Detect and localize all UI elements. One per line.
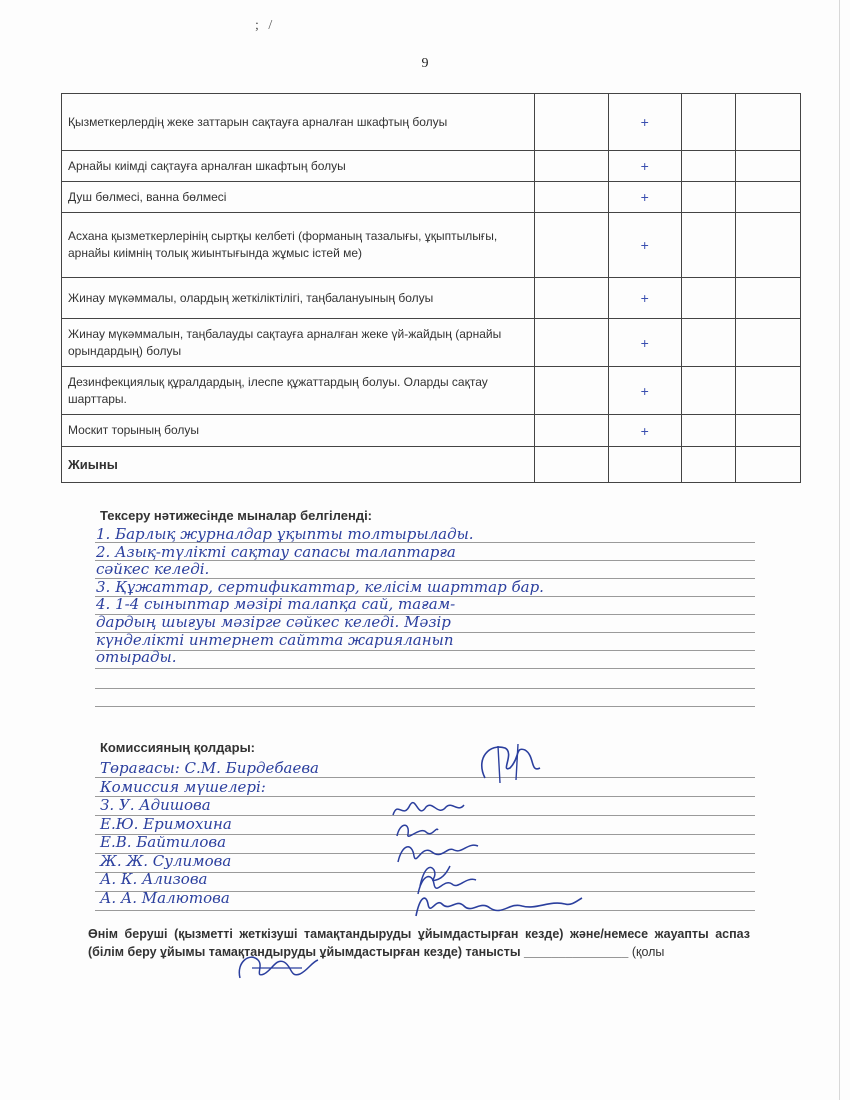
member-line: А. А. Малютова: [100, 888, 230, 907]
empty-cell: [736, 94, 801, 151]
plus-mark: +: [608, 182, 681, 213]
criterion-cell: Арнайы киімді сақтауға арналған шкафтың болуы: [62, 151, 535, 182]
member-signature: [410, 890, 585, 922]
table-row: [62, 213, 801, 278]
empty-cell: [681, 151, 735, 182]
total-row: [62, 447, 801, 483]
plus-mark: +: [608, 94, 681, 151]
empty-cell: [535, 213, 608, 278]
empty-cell: [535, 182, 608, 213]
finding-line: күнделікті интернет сайтта жарияланып: [96, 630, 454, 649]
empty-cell: [736, 278, 801, 319]
member-line: А. К. Ализова: [100, 870, 208, 888]
finding-line: сәйкес келеді.: [96, 560, 210, 579]
empty-cell: [535, 151, 608, 182]
plus-mark: +: [608, 367, 681, 415]
scan-edge: [839, 0, 840, 1100]
empty-cell: [535, 415, 608, 447]
empty-cell: [681, 319, 735, 367]
finding-line: 3. Құжаттар, сертификаттар, келісім шарттар бар.: [96, 577, 544, 596]
member-line: Комиссия мүшелері:: [100, 777, 266, 796]
member-line: Е.В. Байтилова: [100, 833, 227, 851]
member-line: Ж. Ж. Сулимова: [100, 851, 232, 870]
table-row: [62, 151, 801, 182]
commission-title: Комиссияның қолдары:: [100, 740, 256, 755]
empty-cell: [736, 213, 801, 278]
empty-cell: [681, 94, 735, 151]
criterion-cell: Жинау мүкәммалы, олардың жеткіліктілігі, таңбалануының болуы: [62, 278, 535, 319]
empty-cell: [736, 447, 801, 483]
scan-mark: ; /: [255, 18, 276, 33]
page-number: 9: [421, 56, 429, 71]
table-row: [62, 278, 801, 319]
empty-cell: [681, 278, 735, 319]
finding-line: дардың шығуы мәзірге сәйкес келеді. Мәзір: [96, 612, 451, 631]
member-line: З. У. Адишова: [100, 796, 211, 814]
table-row: [62, 415, 801, 447]
criterion-cell: Қызметкерлердің жеке заттарын сақтауға арналған шкафтың болуы: [62, 94, 535, 151]
plus-mark: +: [608, 415, 681, 447]
finding-line: 2. Азық-түлікті сақтау сапасы талаптарға: [96, 542, 456, 561]
empty-cell: [681, 447, 735, 483]
plus-mark: +: [608, 151, 681, 182]
table-row: [62, 94, 801, 151]
cook-signature: [232, 948, 322, 988]
findings-handwriting: [96, 526, 544, 667]
footer-text: Өнім беруші (қызметті жеткізуші тамақтандыруды ұйымдастырған кезде) және/немесе жауапты аспаз (білім беру ұйымы тамақтандыруды ұйымдастырған кезде) танысты: [88, 927, 750, 959]
finding-line: 4. 1-4 сыныптар мәзірі талапқа сай, тағам-: [96, 595, 456, 614]
findings-title: Тексеру нәтижесінде мыналар белгіленді:: [100, 508, 373, 523]
finding-line: 1. Барлық журналдар ұқыпты толтырылады.: [96, 525, 474, 543]
commission-members: [100, 759, 319, 907]
empty-cell: [535, 94, 608, 151]
empty-cell: [736, 151, 801, 182]
empty-cell: [681, 367, 735, 415]
empty-cell: [736, 415, 801, 447]
empty-cell: [736, 367, 801, 415]
empty-cell: [535, 367, 608, 415]
empty-cell: [535, 447, 608, 483]
criterion-cell: Душ бөлмесі, ванна бөлмесі: [62, 182, 535, 213]
footer-acknowledgement: [88, 925, 750, 961]
signature-blank: _______________: [524, 945, 629, 959]
table-row: [62, 367, 801, 415]
empty-cell: [535, 319, 608, 367]
criterion-cell: Дезинфекциялық құралдардың, ілеспе құжаттардың болуы. Оларды сақтау шарттары.: [62, 367, 535, 415]
criterion-cell: Москит торының болуы: [62, 415, 535, 447]
member-line: Е.Ю. Еримохина: [100, 814, 232, 833]
empty-cell: [681, 182, 735, 213]
table-row: [62, 319, 801, 367]
empty-cell: [736, 319, 801, 367]
criterion-cell: Асхана қызметкерлерінің сыртқы келбеті (форманың тазалығы, ұқыптылығы, арнайы киімнің толық жиынтығында жұмыс істей ме): [62, 213, 535, 278]
plus-mark: +: [608, 213, 681, 278]
empty-cell: [681, 415, 735, 447]
empty-cell: [736, 182, 801, 213]
empty-cell: [535, 278, 608, 319]
table-row: [62, 182, 801, 213]
empty-cell: [608, 447, 681, 483]
checklist-table: [61, 93, 801, 483]
plus-mark: +: [608, 278, 681, 319]
plus-mark: +: [608, 319, 681, 367]
empty-cell: [681, 213, 735, 278]
chair-signature: [470, 738, 550, 788]
member-line: Төрағасы: С.М. Бирдебаева: [100, 759, 320, 777]
total-label: Жиыны: [62, 447, 535, 483]
criterion-cell: Жинау мүкәммалын, таңбалауды сақтауға арналған жеке үй-жайдың (арнайы орындардың) болуы: [62, 319, 535, 367]
finding-line: отырады.: [96, 648, 177, 667]
signature-suffix: (қолы: [631, 945, 665, 959]
